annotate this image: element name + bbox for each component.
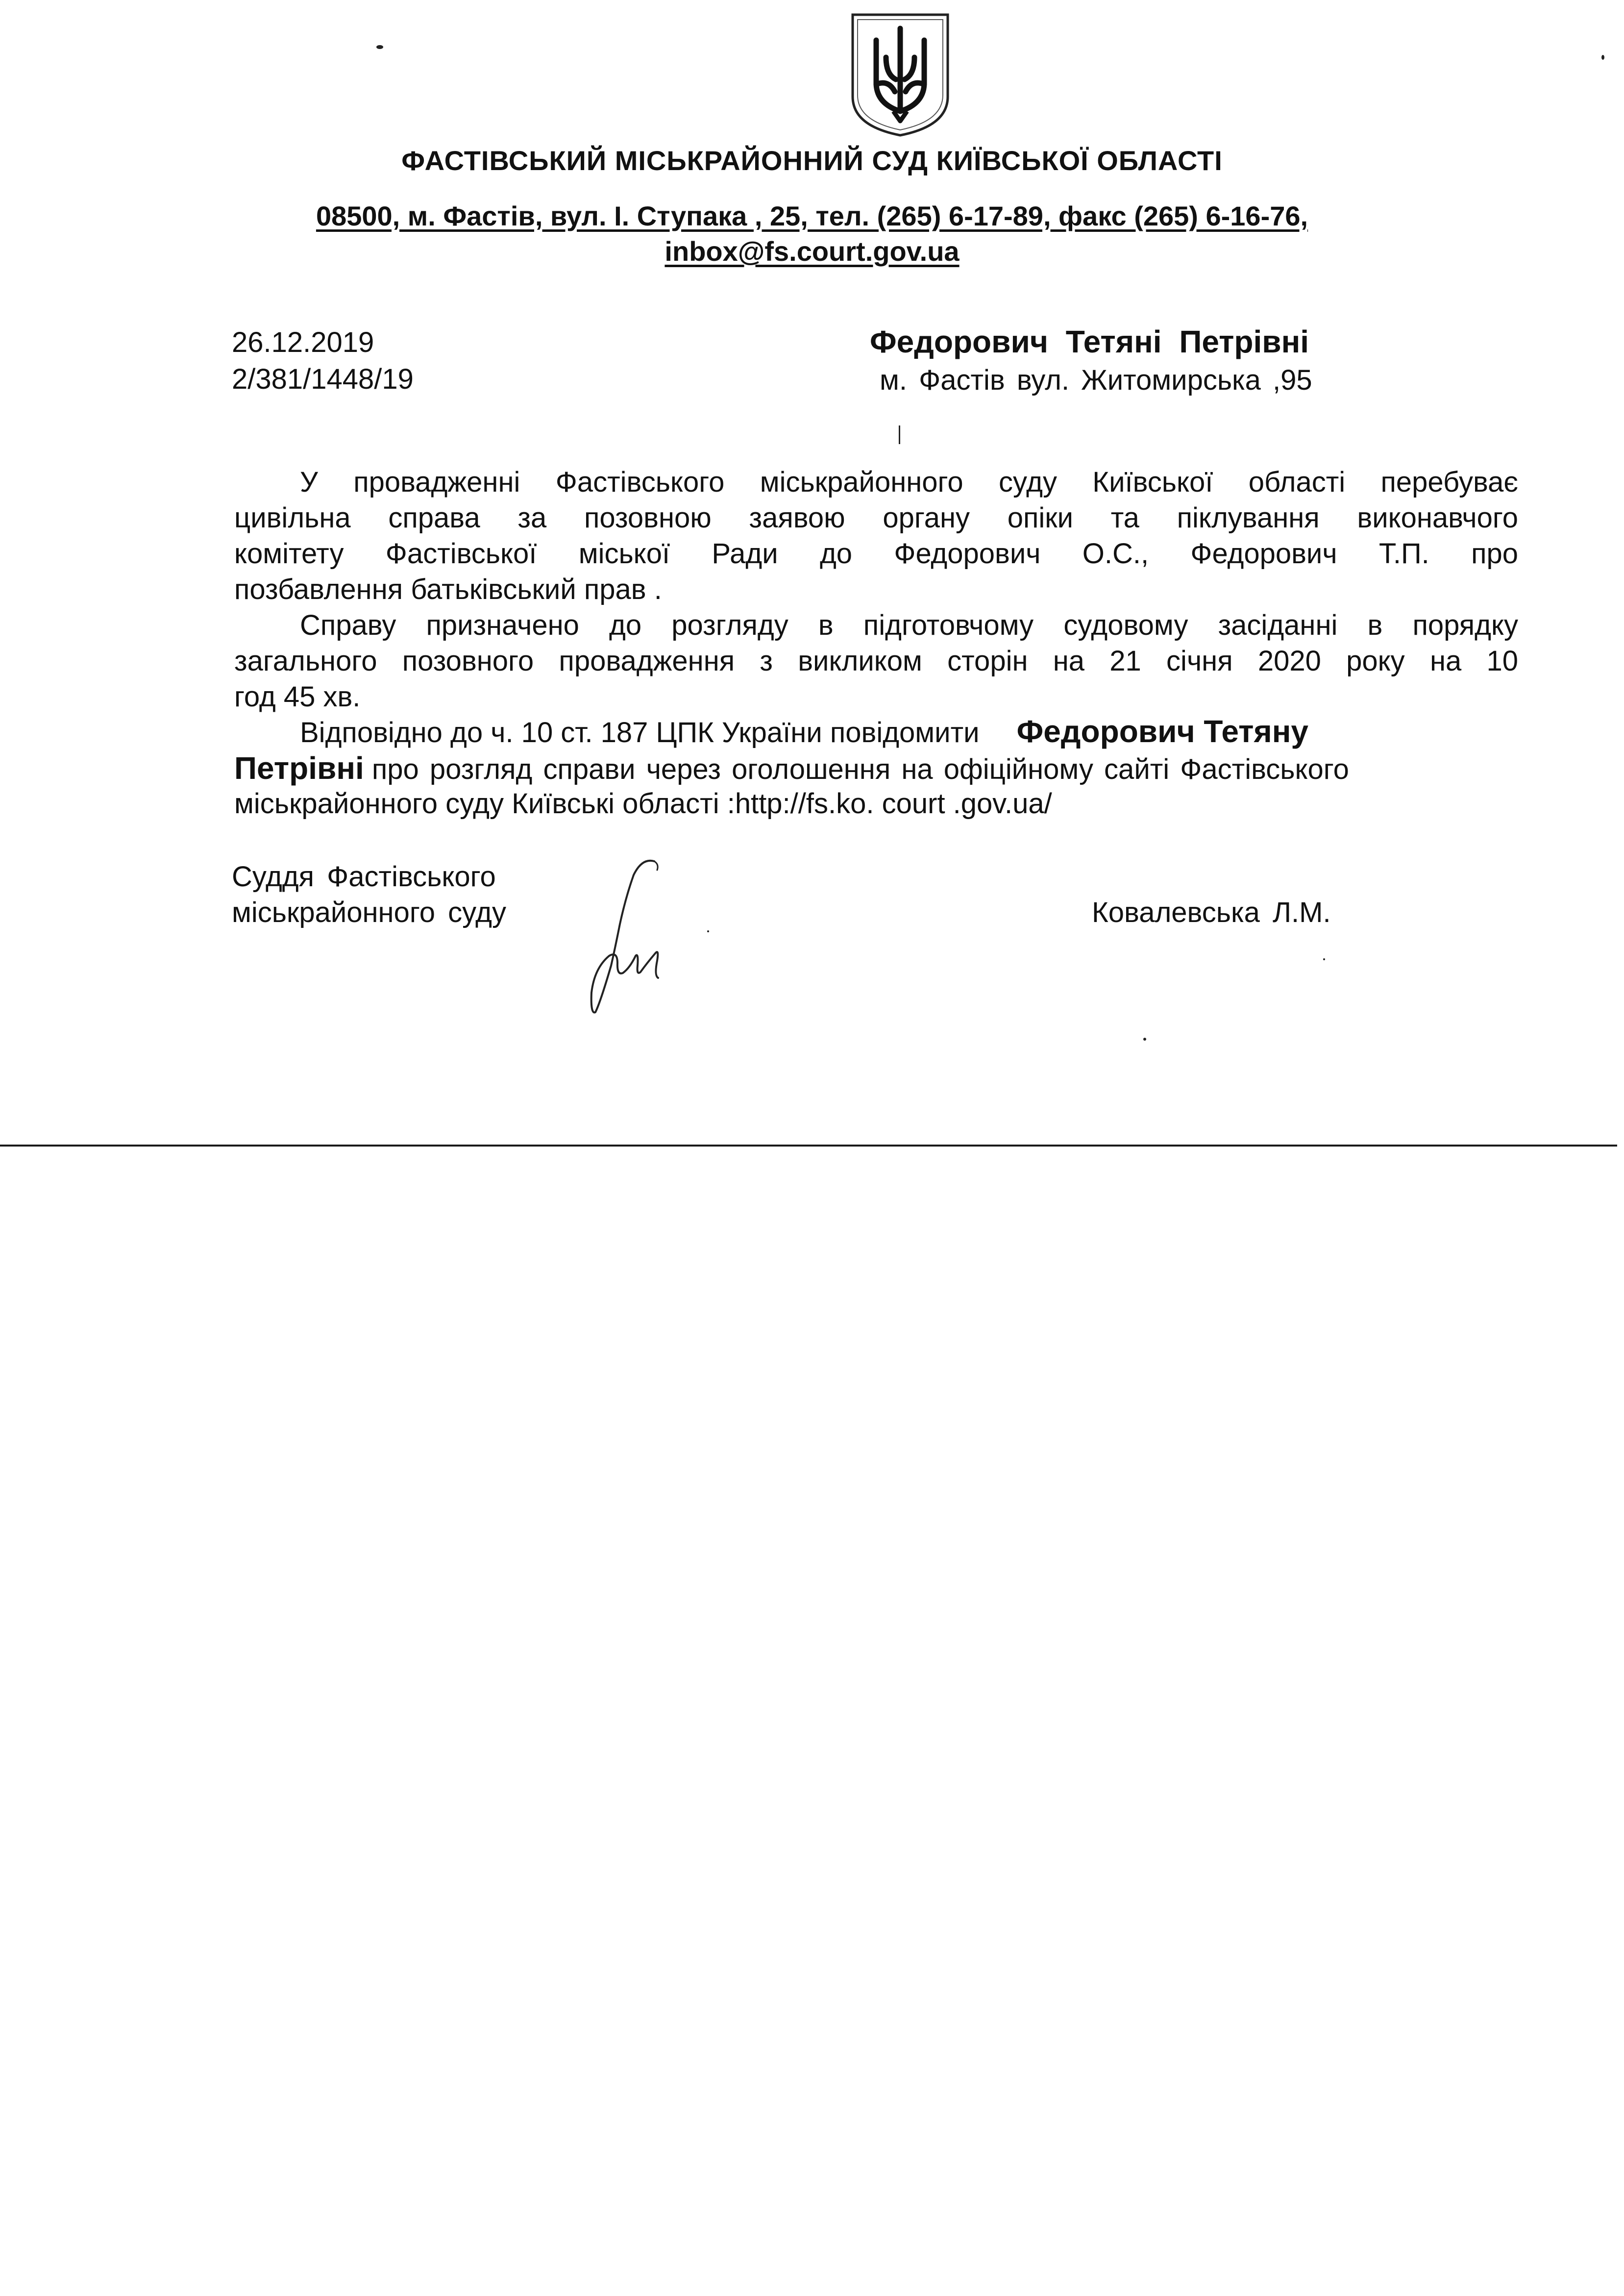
document-reference-number: 2/381/1448/19: [232, 363, 414, 395]
signer-title-line-1: Суддя Фастівського: [232, 861, 496, 893]
handwritten-signature: [581, 855, 669, 1017]
scan-speck: [707, 930, 709, 932]
stray-mark: [899, 425, 900, 444]
scan-speck: [1323, 958, 1325, 960]
notice-text: про розгляд справи через оголошення на офіційному сайті Фастівського: [371, 753, 1349, 785]
body-paragraph-3-line: [234, 750, 1518, 786]
court-name-heading: ФАСТІВСЬКИЙ МІСЬКРАЙОННИЙ СУД КИЇВСЬКОЇ ОБЛАСТІ: [401, 145, 1223, 176]
body-paragraph-2-line: год 45 хв.: [234, 681, 361, 713]
scan-speck: [376, 45, 383, 49]
page-divider-line: [0, 1145, 1617, 1147]
body-paragraph-2-line: загального позовного провадження з викликом сторін на 21 січня 2020 року на 10: [234, 645, 1518, 677]
recipient-name: Федорович Тетяні Петрівні: [870, 324, 1309, 359]
body-paragraph-1-line: У провадженні Фастівського міськрайонного суду Київської області перебуває: [300, 466, 1518, 498]
recipient-address: м. Фастів вул. Житомирська ,95: [880, 364, 1312, 396]
notice-text: Відповідно до ч. 10 ст. 187 ЦПК України повідомити: [300, 717, 980, 749]
coat-of-arms-emblem: [847, 11, 954, 138]
scan-speck: [1601, 55, 1604, 60]
body-paragraph-1-line: цивільна справа за позовною заявою органу опіки та піклування виконавчого: [234, 502, 1518, 534]
body-paragraph-1-line: позбавлення батьківський прав .: [234, 574, 662, 605]
notice-recipient-bold: Федорович Тетяну: [1016, 714, 1309, 749]
notice-recipient-bold: Петрівні: [234, 750, 364, 786]
document-date: 26.12.2019: [232, 326, 374, 358]
body-paragraph-3-line: міськрайонного суду Київські області :http://fs.ko. court .gov.ua/: [234, 788, 1052, 820]
court-email-link[interactable]: inbox@fs.court.gov.ua: [664, 236, 960, 267]
court-address: 08500, м. Фастів, вул. І. Ступака , 25, тел. (265) 6-17-89, факс (265) 6-16-76,: [316, 200, 1308, 231]
body-paragraph-3-line: [300, 713, 1584, 749]
judge-name: Ковалевська Л.М.: [1092, 897, 1331, 928]
body-paragraph-1-line: комітету Фастівської міської Ради до Федорович О.С., Федорович Т.П. про: [234, 538, 1518, 570]
scan-speck: [1143, 1038, 1146, 1041]
body-paragraph-2-line: Справу призначено до розгляду в підготовчому судовому засіданні в порядку: [300, 609, 1518, 641]
signer-title-line-2: міськрайонного суду: [232, 897, 507, 928]
